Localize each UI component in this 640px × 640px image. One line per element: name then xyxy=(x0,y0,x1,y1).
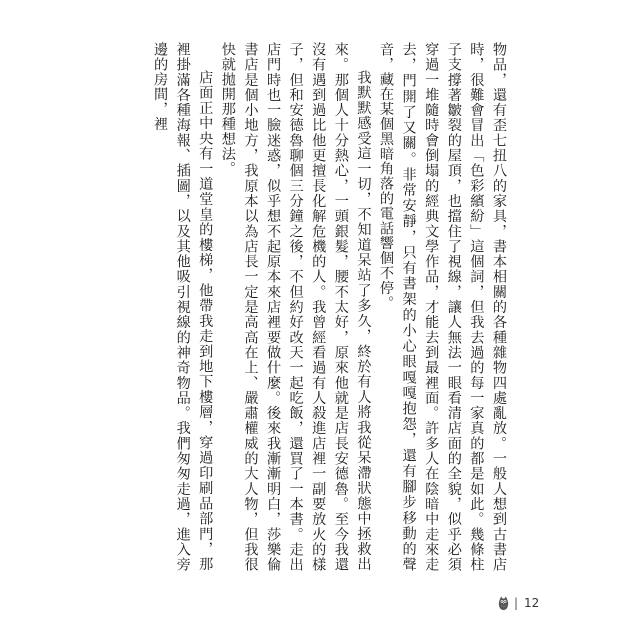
paragraph: 店面正中央有一道堂皇的樓梯，他帶我走到地下樓層，穿過印刷品部門，那裡掛滿各種海報、插圖，以及其他吸引視線的神奇物品。我們匆匆走過，進入旁邊的房間，裡 xyxy=(152,42,214,572)
page-footer xyxy=(498,594,539,612)
body-text xyxy=(108,42,510,572)
paragraph: 物品，還有歪七扭八的家具，書本相關的各種雜物四處亂放。一般人想到古書店時，很難會冒出「色彩繽紛」這個詞，但我去過的每一家真的都是如此。幾條柱子支撐著皺裂的屋頂，也擋住了視線，讓人無法一眼看清店面的全貌，似乎必須穿過一堆隨時會倒塌的經典文學作品，才能去到最裡面。許多人在陰暗中走來走去，門開了又關。非常安靜，只有書架的小心眼嘎嘎抱怨，還有腳步移動的聲音，藏在某個黑暗角落的電話響個不停。 xyxy=(378,42,507,572)
paragraph: 我默默感受這一切，不知道呆站了多久，終於有人將我從呆滯狀態中拯救出來。那個人十分熱心，一頭銀髮，腰不太好，原來他就是店長安德魯。至今我還沒有遇到過比他更擅長化解危機的人。我曾經看過有人殺進店裡一副要放火的樣子，但和安德魯聊個三分鐘之後，不但約好改天一起吃飯，還買了一本書。走出店門時也一臉迷惑，似乎想不起原本來店裡要做什麼。後來我漸漸明白，莎樂倫書店是個小地方，我原本以為店長一定是高高在上、嚴肅權威的大人物，但我很快就拋開那種想法。 xyxy=(219,42,372,572)
footer-separator: | xyxy=(514,596,519,610)
owl-icon xyxy=(498,596,509,611)
page-number: 12 xyxy=(524,596,540,610)
